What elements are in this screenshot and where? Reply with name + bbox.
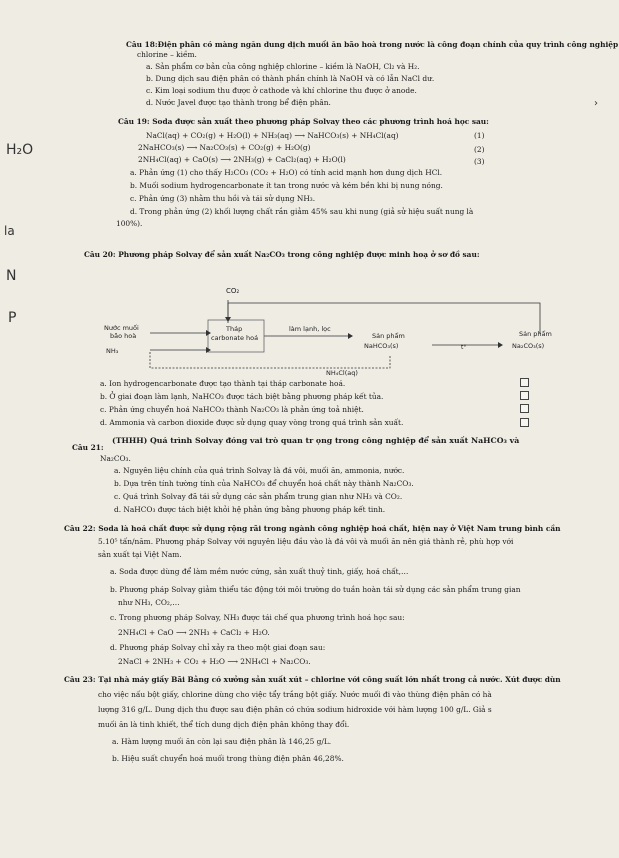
- q20-option-a: a. Ion hydrogencarbonate được tạo thành tại tháp carbonate hoá.: [100, 379, 346, 388]
- diagram-product1-label: Sản phẩm: [372, 332, 405, 340]
- q20-checkbox-b[interactable]: [520, 391, 529, 400]
- q19-option-a: a. Phản ứng (1) cho thấy H₂CO₃ (CO₂ + H₂O) có tính acid mạnh hơn dung dịch HCl.: [130, 168, 443, 177]
- diagram-tower-label: Tháp: [226, 325, 243, 333]
- q21-option-c: c. Quá trình Solvay đã tái sử dụng các sản phẩm trung gian như NH₃ và CO₂.: [114, 492, 403, 501]
- q19-title: Câu 19: Soda được sản xuất theo phương pháp Solvay theo các phương trình hoá học sau:: [118, 117, 489, 126]
- q20-option-b: b. Ở giai đoạn làm lạnh, NaHCO₃ được tách biệt bằng phương pháp kết tủa.: [100, 392, 384, 401]
- q18-option-b: b. Dung dịch sau điện phân có thành phần chính là NaOH và có lẫn NaCl dư.: [146, 74, 435, 83]
- q19-option-d: d. Trong phản ứng (2) khối lượng chất rắn giảm 45% sau khi nung (giả sử hiệu suất nung là: [130, 207, 474, 216]
- diagram-brine-label-2: bão hoà: [110, 332, 137, 340]
- q19-equation-3: 2NH₄Cl(aq) + CaO(s) ⟶ 2NH₃(g) + CaCl₂(aq) + H₂O(l): [138, 155, 346, 164]
- q23-title: Câu 23: Tại nhà máy giấy Bãi Bằng có xưởng sản xuất xút – chlorine với công suất lớn nhất trong cả nước. Xút được dùn: [64, 675, 561, 684]
- q22-option-b-cont: như NH₃, CO₂,…: [118, 598, 180, 607]
- q20-checkbox-d[interactable]: [520, 418, 529, 427]
- q23-option-b: b. Hiệu suất chuyển hoá muối trong thùng điện phân 46,28%.: [112, 754, 344, 763]
- q21-title-cont: Na₂CO₃.: [100, 454, 131, 463]
- q21-title: (THHH) Quá trình Solvay đóng vai trò quan tr ọng trong công nghiệp để sản xuất NaHCO₃ và: [112, 436, 520, 445]
- q22-option-a: a. Soda được dùng để làm mềm nước cứng, sản xuất thuỷ tinh, giấy, hoá chất,…: [110, 567, 409, 576]
- q21-option-a: a. Nguyên liệu chính của quá trình Solvay là đá vôi, muối ăn, ammonia, nước.: [114, 466, 405, 475]
- diagram-product2-formula: Na₂CO₃(s): [512, 342, 545, 350]
- q23-title-cont: cho việc nấu bột giấy, chlorine dùng cho việc tẩy trắng bột giấy. Nước muối đi vào thùng điện phân có hà: [98, 690, 492, 699]
- diagram-nh4cl-label: NH₄Cl(aq): [326, 369, 358, 377]
- q18-option-d: d. Nước Javel được tạo thành trong bể điện phân.: [146, 98, 331, 107]
- q19-equation-2-number: (2): [474, 145, 485, 154]
- q21-option-d: d. NaHCO₃ được tách biệt khỏi hệ phản ứng bằng phương pháp kết tinh.: [114, 505, 386, 514]
- q20-option-c: c. Phản ứng chuyển hoá NaHCO₃ thành Na₂CO₃ là phản ứng toả nhiệt.: [100, 405, 364, 414]
- q22-title: Câu 22: Soda là hoá chất được sử dụng rộng rãi trong ngành công nghiệp hoá chất, hiện nay ở Việt Nam trung bình cần: [64, 524, 561, 533]
- q22-option-d-equation: 2NaCl + 2NH₃ + CO₂ + H₂O ⟶ 2NH₄Cl + Na₂CO₃.: [118, 657, 311, 666]
- q18-option-c: c. Kim loại sodium thu được ở cathode và khí chlorine thu được ở anode.: [146, 86, 417, 95]
- q22-option-b: b. Phương pháp Solvay giảm thiểu tác động tới môi trường do tuần hoàn tái sử dụng các sản phẩm trung gian: [110, 585, 521, 594]
- q18-title-cont: chlorine – kiềm.: [137, 50, 197, 59]
- margin-note-la: la: [4, 224, 15, 238]
- q21-label: Câu 21:: [72, 443, 104, 452]
- q19-equation-2: 2NaHCO₃(s) ⟶ Na₂CO₃(s) + CO₂(g) + H₂O(g): [138, 143, 311, 152]
- q19-option-d-cont: 100%).: [116, 219, 143, 228]
- diagram-nh3-label: NH₃: [106, 347, 119, 355]
- diagram-product2-label: Sản phẩm: [519, 330, 552, 338]
- q22-option-d: d. Phương pháp Solvay chỉ xảy ra theo một giai đoạn sau:: [110, 643, 326, 652]
- diagram-cooling-label: làm lạnh, lọc: [289, 325, 331, 333]
- q23-title-cont-3: muối ăn là tinh khiết, thể tích dung dịch điện phân không thay đổi.: [98, 720, 350, 729]
- diagram-heat-label: t°: [461, 344, 467, 351]
- diagram-co2-label: CO₂: [226, 287, 240, 295]
- q22-title-cont: 5.10⁵ tấn/năm. Phương pháp Solvay với nguyên liệu đầu vào là đá vôi và muối ăn nên giá thành rẻ, phù hợp với: [98, 537, 514, 546]
- diagram-tower-label-2: carbonate hoá: [211, 334, 259, 342]
- q19-option-c: c. Phản ứng (3) nhằm thu hồi và tái sử dụng NH₃.: [130, 194, 316, 203]
- q18-title: Câu 18:Điện phân có màng ngăn dung dịch muối ăn bão hoà trong nước là công đoạn chính của quy trình công nghiệp: [126, 40, 619, 49]
- margin-note-arrow: ›: [594, 98, 598, 109]
- q19-equation-3-number: (3): [474, 157, 485, 166]
- diagram-brine-label: Nước muối: [104, 324, 139, 332]
- q22-option-c: c. Trong phương pháp Solvay, NH₃ được tái chế qua phương trình hoá học sau:: [110, 613, 405, 622]
- q20-checkbox-c[interactable]: [520, 404, 529, 413]
- diagram-product1-formula: NaHCO₃(s): [364, 342, 399, 350]
- q20-checkbox-a[interactable]: [520, 378, 529, 387]
- margin-note-n: N: [6, 268, 17, 284]
- q22-title-cont-2: sản xuất tại Việt Nam.: [98, 550, 182, 559]
- q19-equation-1: NaCl(aq) + CO₂(g) + H₂O(l) + NH₃(aq) ⟶ NaHCO₃(s) + NH₄Cl(aq): [146, 131, 399, 140]
- q21-option-b: b. Dựa trên tính tường tính của NaHCO₃ để chuyển hoá chất này thành Na₂CO₃.: [114, 479, 414, 488]
- margin-note-h2o: H₂O: [6, 142, 34, 158]
- q19-option-b: b. Muối sodium hydrogencarbonate ít tan trong nước và kém bền khi bị nung nóng.: [130, 181, 443, 190]
- q20-title: Câu 20: Phương pháp Solvay để sản xuất Na₂CO₃ trong công nghiệp được minh hoạ ở sơ đồ sau:: [84, 250, 480, 259]
- q23-title-cont-2: lượng 316 g/L. Dung dịch thu được sau điện phân có chứa sodium hidroxide với hàm lượng 100 g/L. Giả s: [98, 705, 492, 714]
- q18-option-a: a. Sản phẩm cơ bản của công nghiệp chlorine – kiềm là NaOH, Cl₂ và H₂.: [146, 62, 420, 71]
- q19-equation-1-number: (1): [474, 131, 485, 140]
- q20-option-d: d. Ammonia và carbon dioxide được sử dụng quay vòng trong quá trình sản xuất.: [100, 418, 404, 427]
- q22-option-c-equation: 2NH₄Cl + CaO ⟶ 2NH₃ + CaCl₂ + H₂O.: [118, 628, 270, 637]
- margin-note-p: P: [8, 310, 17, 326]
- q23-option-a: a. Hàm lượng muối ăn còn lại sau điện phân là 146,25 g/L.: [112, 737, 332, 746]
